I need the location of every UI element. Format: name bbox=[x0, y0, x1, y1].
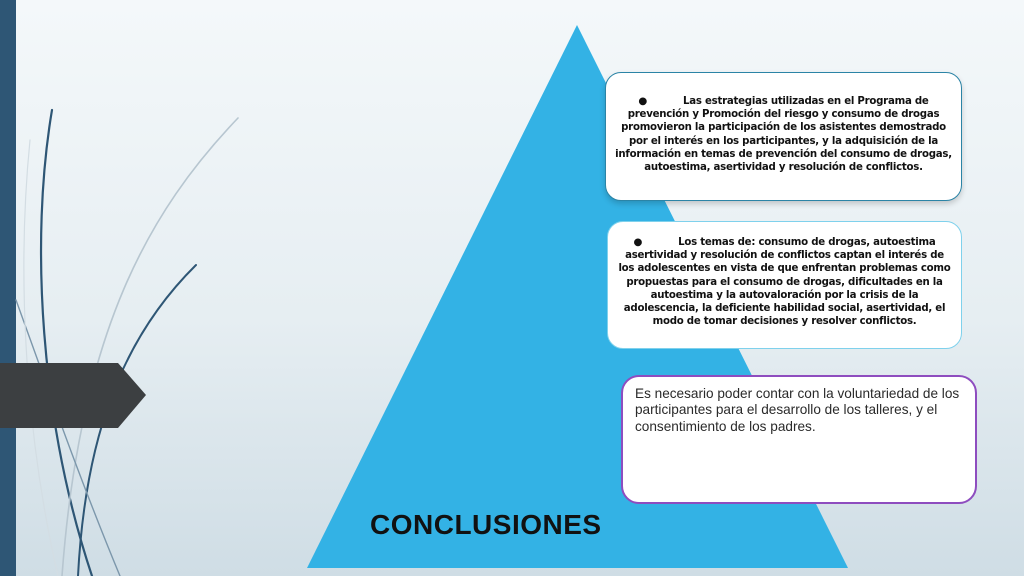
bullet-icon: ● bbox=[633, 237, 643, 248]
conclusion-box-3 bbox=[621, 375, 977, 504]
conclusion-text-1-body: Las estrategias utilizadas en el Programa de prevención y Promoción del riesgo y consumo de drogas promovieron la participación de los asistentes demostrado por el interés en los participantes, y la adquisición de la información en temas de prevención del consumo de drogas, autoestima, asertividad y resolución de conflictos. bbox=[615, 96, 952, 174]
bullet-icon: ● bbox=[638, 96, 648, 107]
conclusion-text-1 bbox=[614, 95, 953, 174]
conclusion-box-1 bbox=[605, 72, 962, 201]
conclusion-text-3: Es necesario poder contar con la voluntariedad de los participantes para el desarrollo de los talleres, y el consentimiento de los padres. bbox=[635, 386, 960, 434]
slide-title: CONCLUSIONES bbox=[370, 509, 602, 540]
conclusion-text-2-body: Los temas de: consumo de drogas, autoestima asertividad y resolución de conflictos captan el interés de los adolescentes en vista de que enfrentan problemas como propuestas para el consumo de drogas, dificultades en la autoestima y la autovaloración por la crisis de la adolescencia, la deficiente habilidad social, asertividad, el modo de tomar decisiones y resolver conflictos. bbox=[618, 237, 951, 328]
conclusion-text-2 bbox=[616, 236, 953, 328]
conclusion-box-2 bbox=[607, 221, 962, 349]
